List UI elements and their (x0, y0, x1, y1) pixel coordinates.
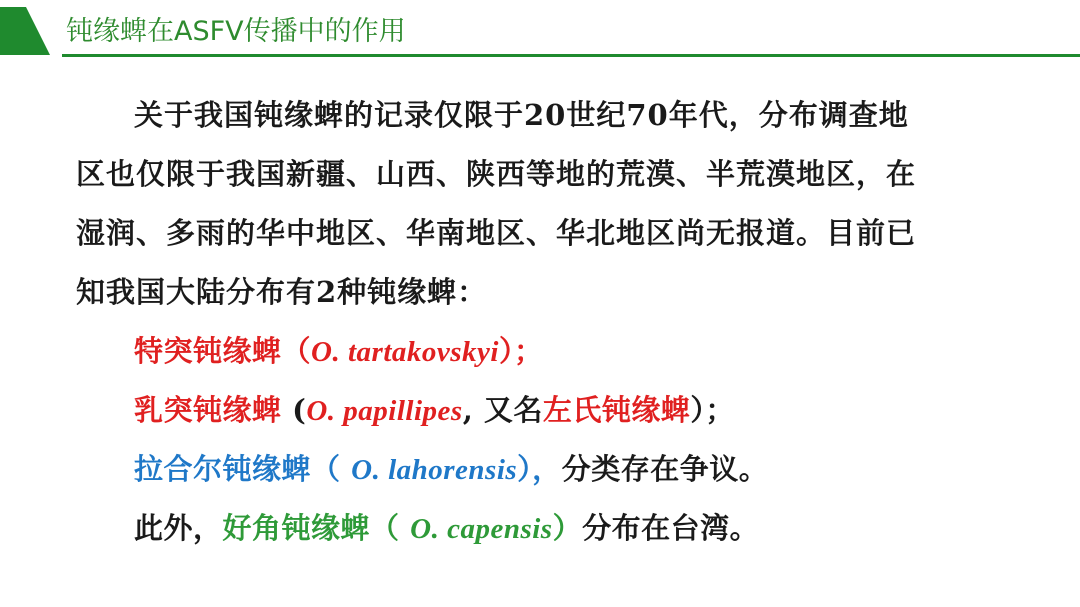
species-name: 特突钝缘蜱 (134, 334, 282, 368)
species-note: 分类存在争议。 (561, 452, 769, 486)
paren-close: ）， (517, 452, 562, 486)
paren-open: （ (281, 334, 312, 368)
species-name: 好角钝缘蜱 (222, 511, 371, 545)
species-name: 乳突钝缘蜱 (134, 393, 282, 427)
paren-close: ） (552, 511, 583, 545)
species-note: 分布在台湾。 (582, 511, 760, 545)
item-prefix: 此外， (134, 511, 223, 545)
species-name: 拉合尔钝缘蜱 (134, 452, 312, 486)
paren-close: ）； (498, 334, 544, 368)
latin-name: O. lahorensis (351, 454, 518, 486)
title-underline (62, 54, 1080, 57)
list-item (76, 322, 936, 381)
latin-name: O. tartakovskyi (311, 336, 499, 368)
paren-close: ）； (690, 393, 735, 427)
title-accent-tab (0, 7, 50, 55)
paren-open: ( (281, 393, 307, 427)
intro-paragraph: 关于我国钝缘蜱的记录仅限于20世纪70年代，分布调查地区也仅限于我国新疆、山西、陕西等地的荒漠、半荒漠地区，在湿润、多雨的华中地区、华南地区、华北地区尚无报道。目前已知我国大陆分布有2种钝缘蜱： (76, 98, 917, 309)
latin-name: O. capensis (410, 513, 553, 545)
list-item (76, 381, 936, 440)
latin-name: O. papillipes (306, 395, 463, 427)
slide-title: 钝缘蜱在ASFV传播中的作用 (66, 16, 406, 47)
paren-open: （ (311, 452, 352, 486)
paren-open: （ (370, 511, 411, 545)
alias-intro: , 又名 (462, 393, 543, 427)
slide-body (76, 86, 936, 558)
list-item (76, 440, 936, 499)
species-list (76, 322, 936, 558)
list-item (76, 499, 936, 558)
alias-name: 左氏钝缘蜱 (542, 393, 691, 427)
